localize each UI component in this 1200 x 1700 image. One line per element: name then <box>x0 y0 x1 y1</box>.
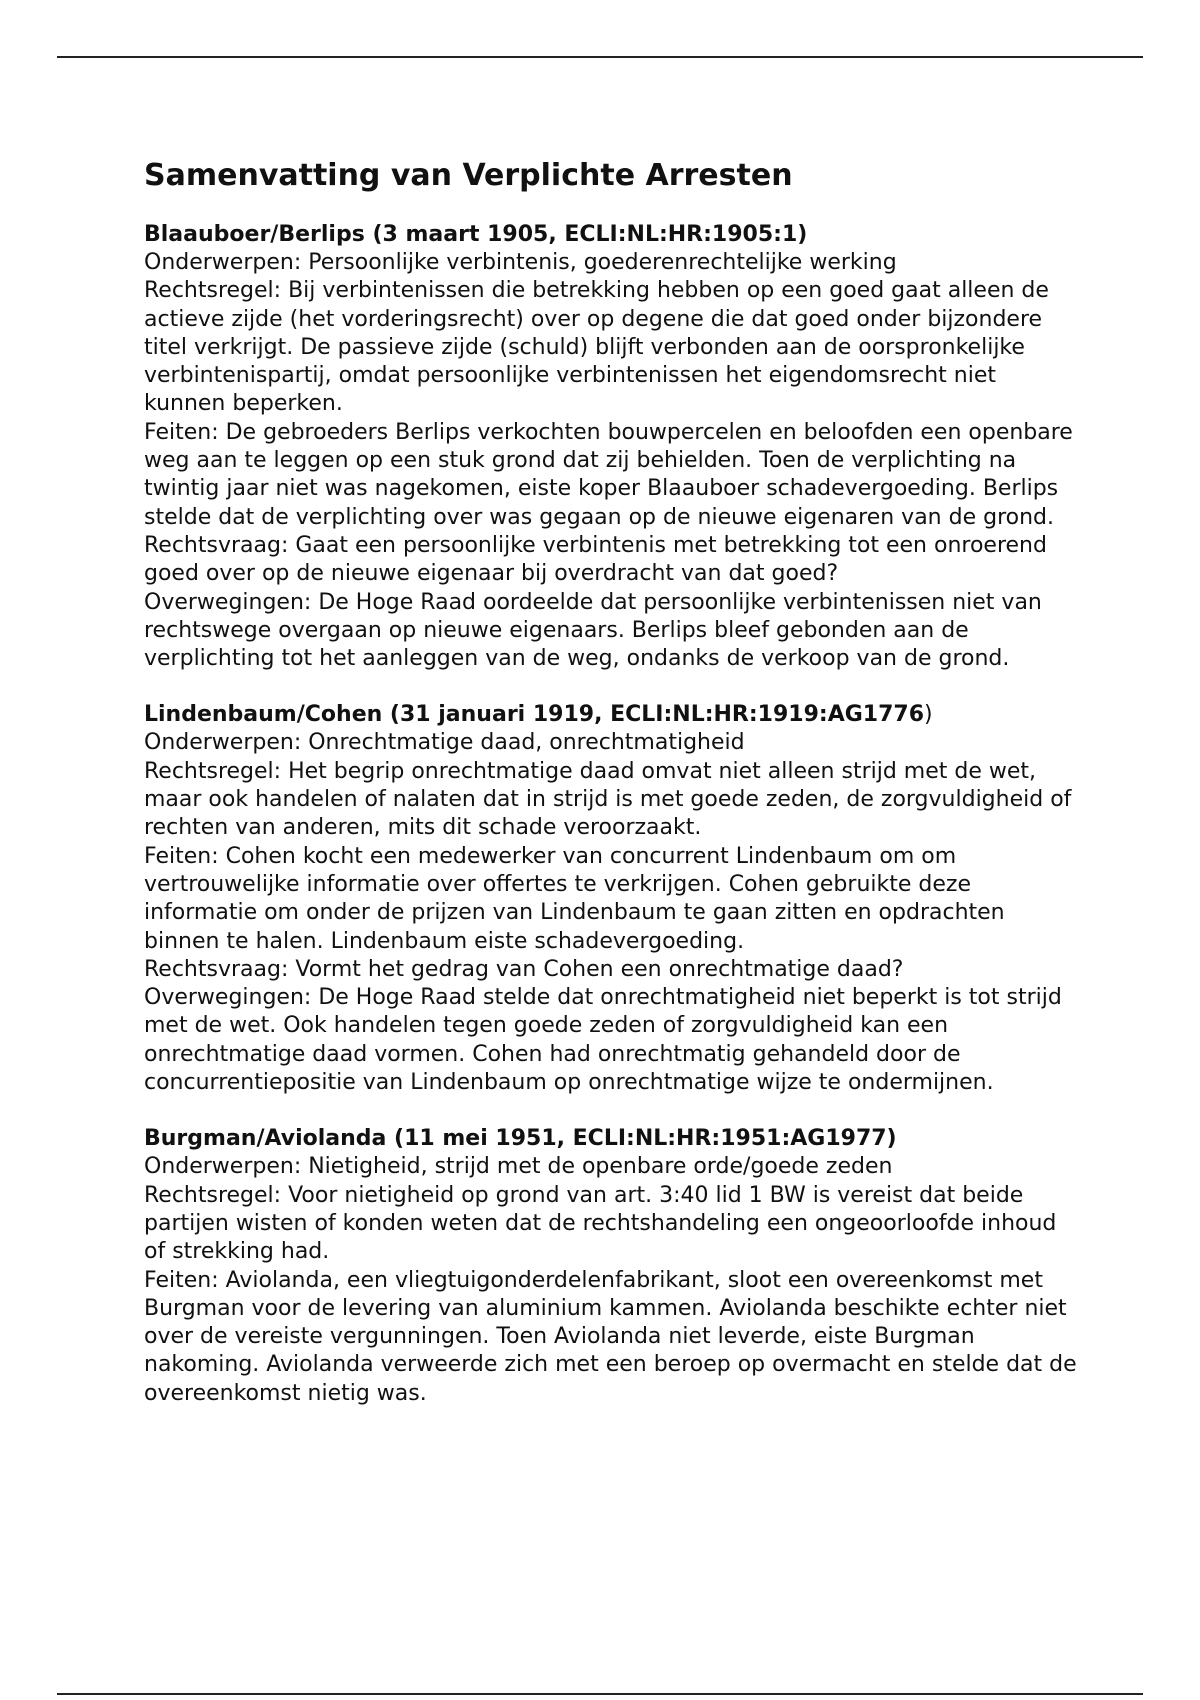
case-heading <box>144 221 1084 249</box>
case-onderwerpen: Onderwerpen: Onrechtmatige daad, onrechtmatigheid <box>144 730 745 756</box>
case-heading-tail: ) <box>924 702 933 728</box>
case-rechtsregel: Rechtsregel: Voor nietigheid op grond van art. 3:40 lid 1 BW is vereist dat beide partijen wisten of konden weten dat de rechtshandeling een ongeoorloofde inhoud of strekking had. <box>144 1182 1057 1265</box>
case-heading-text: Lindenbaum/Cohen (31 januari 1919, ECLI:NL:HR:1919:AG1776 <box>144 702 925 728</box>
case-lindenbaum-cohen <box>144 701 1084 1097</box>
case-burgman-aviolanda <box>144 1125 1084 1408</box>
document-body <box>144 157 1084 1436</box>
case-rechtsregel: Rechtsregel: Bij verbintenissen die betrekking hebben op een goed gaat alleen de actieve zijde (het vorderingsrecht) over op degene die dat goed onder bijzondere titel verkrijgt. De passieve zijde (schuld) blijft verbonden aan de oorspronkelijke verbintenispartij, omdat persoonlijke verbintenissen het eigendomsrecht niet kunnen beperken. <box>144 278 1049 417</box>
case-rechtsregel: Rechtsregel: Het begrip onrechtmatige daad omvat niet alleen strijd met de wet, maar ook handelen of nalaten dat in strijd is met goede zeden, de zorgvuldigheid of rechten van anderen, mits dit schade veroorzaakt. <box>144 758 1072 841</box>
case-heading-text: Blaauboer/Berlips (3 maart 1905, ECLI:NL:HR:1905:1) <box>144 222 808 247</box>
case-feiten: Feiten: Cohen kocht een medewerker van concurrent Lindenbaum om om vertrouwelijke informatie over offertes te verkrijgen. Cohen gebruikte deze informatie om onder de prijzen van Lindenbaum te gaan zitten en opdrachten binnen te halen. Lindenbaum eiste schadevergoeding. <box>144 843 1005 954</box>
case-overwegingen: Overwegingen: De Hoge Raad oordeelde dat persoonlijke verbintenissen niet van rechtswege overgaan op nieuwe eigenaars. Berlips bleef gebonden aan de verplichting tot het aanleggen van de weg, ondanks de verkoop van de grond. <box>144 589 1042 672</box>
case-feiten: Feiten: De gebroeders Berlips verkochten bouwpercelen en beloofden een openbare weg aan te leggen op een stuk grond dat zij behielden. Toen de verplichting na twintig jaar niet was nagekomen, eiste koper Blaauboer schadevergoeding. Berlips stelde dat de verplichting over was gegaan op de nieuwe eigenaren van de grond. <box>144 419 1073 530</box>
case-onderwerpen: Onderwerpen: Nietigheid, strijd met de openbare orde/goede zeden <box>144 1154 893 1180</box>
case-feiten: Feiten: Aviolanda, een vliegtuigonderdelenfabrikant, sloot een overeenkomst met Burgman voor de levering van aluminium kammen. Aviolanda beschikte echter niet over de vereiste vergunningen. Toen Aviolanda niet leverde, eiste Burgman nakoming. Aviolanda verweerde zich met een beroep op overmacht en stelde dat de overeenkomst nietig was. <box>144 1267 1077 1406</box>
bottom-rule <box>57 1693 1143 1695</box>
top-rule <box>57 56 1143 58</box>
case-heading <box>144 701 1084 729</box>
case-heading <box>144 1125 1084 1153</box>
page-title: Samenvatting van Verplichte Arresten <box>144 158 793 193</box>
case-overwegingen: Overwegingen: De Hoge Raad stelde dat onrechtmatigheid niet beperkt is tot strijd met de wet. Ook handelen tegen goede zeden of zorgvuldigheid kan een onrechtmatige daad vormen. Cohen had onrechtmatig gehandeld door de concurrentiepositie van Lindenbaum op onrechtmatige wijze te ondermijnen. <box>144 985 1062 1096</box>
case-onderwerpen: Onderwerpen: Persoonlijke verbintenis, goederenrechtelijke werking <box>144 250 897 275</box>
case-heading-text: Burgman/Aviolanda (11 mei 1951, ECLI:NL:HR:1951:AG1977) <box>144 1126 897 1152</box>
case-rechtsvraag: Rechtsvraag: Vormt het gedrag van Cohen een onrechtmatige daad? <box>144 956 904 982</box>
case-rechtsvraag: Rechtsvraag: Gaat een persoonlijke verbintenis met betrekking tot een onroerend goed over op de nieuwe eigenaar bij overdracht van dat goed? <box>144 532 1047 587</box>
case-blaauboer-berlips <box>144 221 1084 673</box>
